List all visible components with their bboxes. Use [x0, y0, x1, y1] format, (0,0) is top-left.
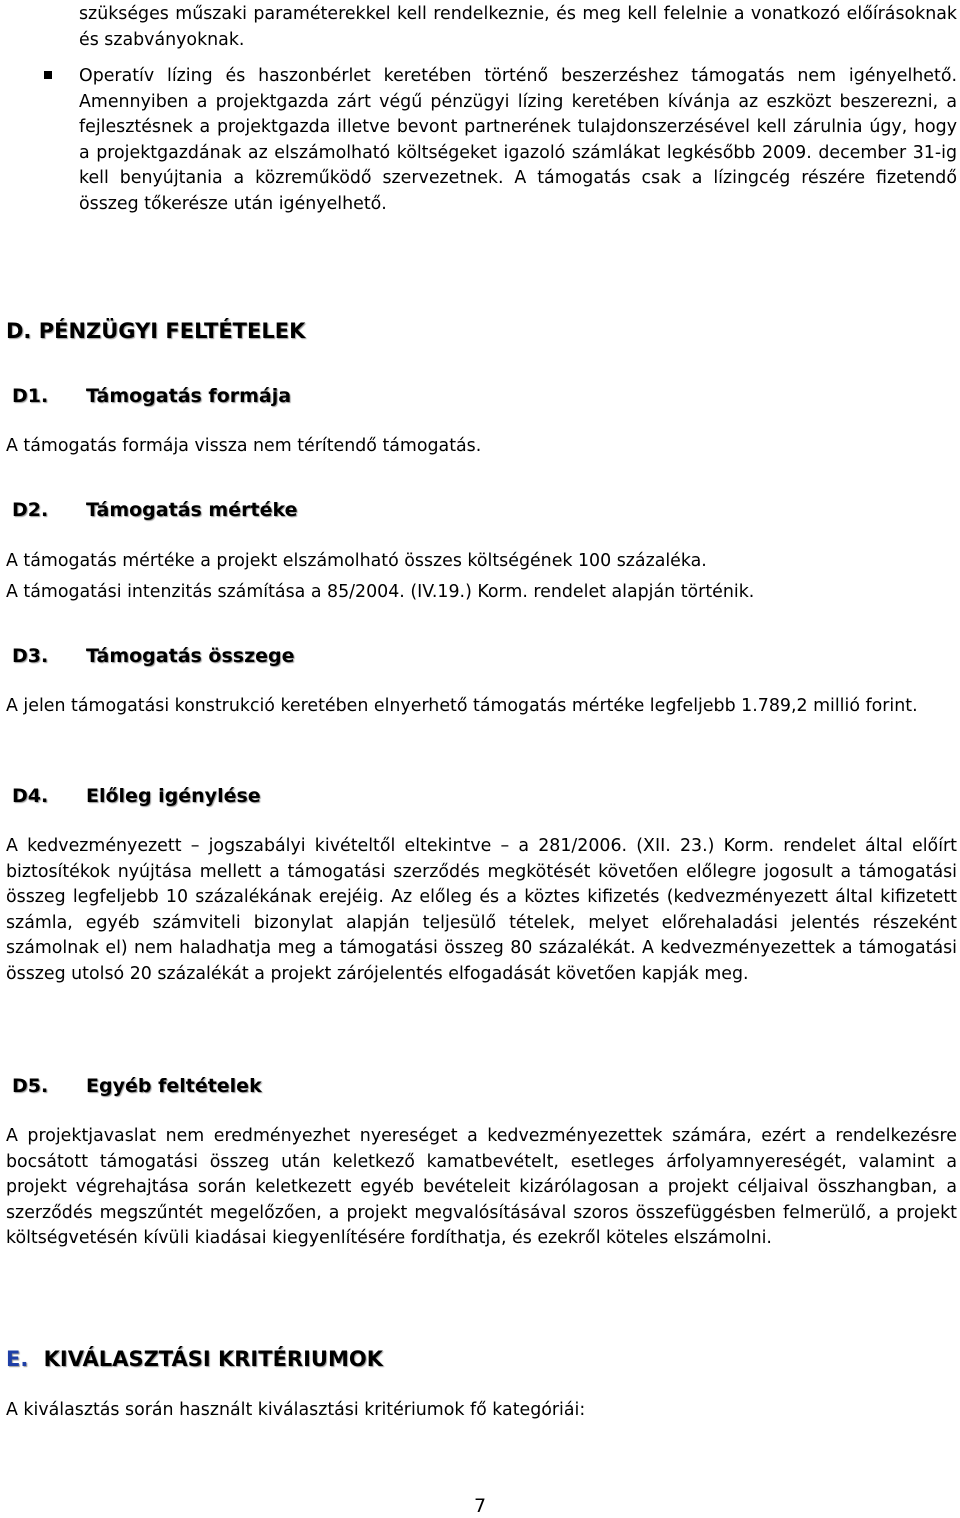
square-bullet-icon: [44, 71, 52, 79]
d3-number: D3.: [12, 645, 49, 667]
d5-number: D5.: [12, 1075, 49, 1097]
d4-number: D4.: [12, 785, 49, 807]
d4-text: A kedvezményezett – jogszabályi kivételtől eltekintve – a 281/2006. (XII. 23.) Korm. rendelet által előírt biztosítékok nyújtása mellett a támogatási szerződés megkötését követően előlegre jogosult a támogatási összeg legfeljebb 10 százalékának erejéig. Az előleg és a köztes kifizetés (kedvezményezett által kifizetett számla, egyéb számviteli bizonylat alapján teljesülő tételek, melyet előrehaladási jelentés részeként számolnak el) nem haladhatja meg a támogatási összeg 80 százalékát. A kedvezményezettek a támogatási összeg utolsó 20 százalékát a projekt zárójelentés elfogadását követően kapják meg.: [6, 836, 957, 984]
section-e-letter: E.: [6, 1347, 29, 1371]
section-e-title: KIVÁLASZTÁSI KRITÉRIUMOK: [43, 1347, 383, 1371]
d1-text: A támogatás formája vissza nem térítendő támogatás.: [6, 436, 482, 456]
d2-number: D2.: [12, 499, 49, 521]
section-e-heading: [6, 1346, 383, 1372]
d5-title: Egyéb feltételek: [86, 1075, 262, 1097]
page-number: 7: [473, 1495, 487, 1517]
d4-title: Előleg igénylése: [86, 785, 261, 807]
leasing-paragraph: Operatív lízing és haszonbérlet keretében történő beszerzéshez támogatás nem igényelhető. Amennyiben a projektgazda zárt végű pénzügyi lízing keretében kívánja az eszközt beszerezni, a fejlesztésnek a projektgazda illetve bevont partnerének tulajdonszerzésével kell zárulnia úgy, hogy a projektgazdának az elszámolható költségeket igazoló számlákat legkésőbb 2009. december 31-ig kell benyújtania a közreműködő szervezetnek. A támogatás csak a lízingcég részére fizetendő összeg tőkerésze után igényelhető.: [79, 66, 957, 214]
section-d-heading: D. PÉNZÜGYI FELTÉTELEK: [6, 319, 306, 343]
d2-text-1: A támogatás mértéke a projekt elszámolható összes költségének 100 százaléka.: [6, 551, 707, 571]
d1-title: Támogatás formája: [86, 385, 292, 407]
d2-text-2: A támogatási intenzitás számítása a 85/2004. (IV.19.) Korm. rendelet alapján történik.: [6, 582, 755, 602]
d3-text: A jelen támogatási konstrukció keretében elnyerhető támogatás mértéke legfeljebb 1.789,2 millió forint.: [6, 696, 918, 716]
continued-paragraph: szükséges műszaki paraméterekkel kell rendelkeznie, és meg kell felelnie a vonatkozó előírásoknak és szabványoknak.: [79, 4, 957, 50]
d1-number: D1.: [12, 385, 49, 407]
d3-title: Támogatás összege: [86, 645, 295, 667]
d2-title: Támogatás mértéke: [86, 499, 298, 521]
d5-text: A projektjavaslat nem eredményezhet nyereséget a kedvezményezettek számára, ezért a rendelkezésre bocsátott támogatási összeg után keletkező kamatbevételt, esetleges árfolyamnyereségét, valamint a projekt végrehajtása során keletkezett egyéb bevételeit kizárólagosan a projekt céljaival összhangban, a szerződés megszűntét megelőzően, a projekt megvalósításával szoros összefüggésben felmerülő, a projekt költségvetésén kívüli kiadásai kiegyenlítésére fordíthatja, és ezekről köteles elszámolni.: [6, 1126, 957, 1249]
section-e-text: A kiválasztás során használt kiválasztási kritériumok fő kategóriái:: [6, 1400, 586, 1420]
